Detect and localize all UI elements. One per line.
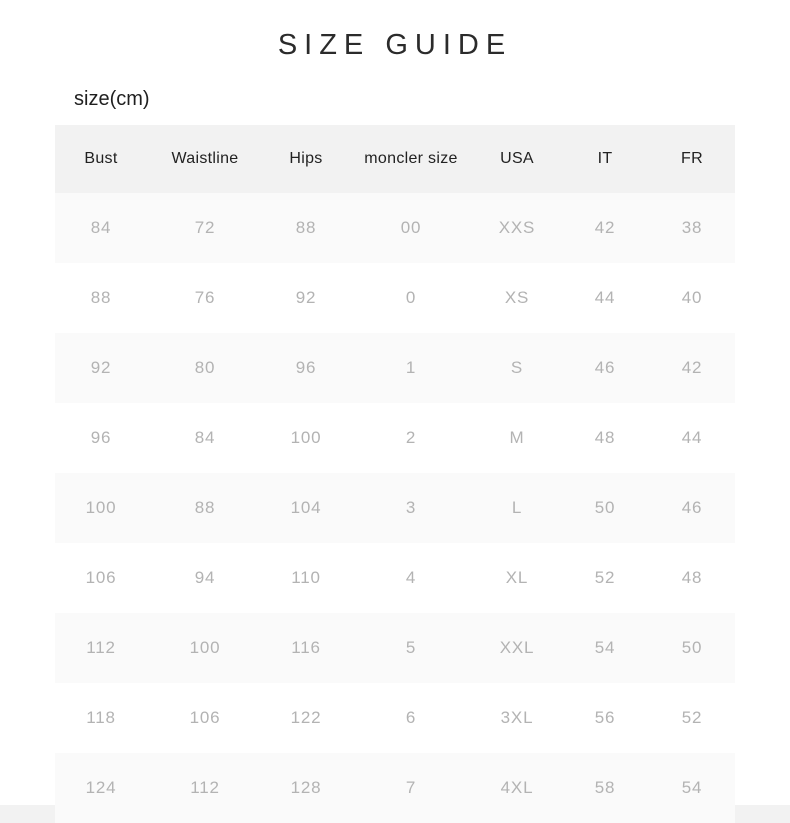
table-cell: 92: [55, 333, 147, 403]
table-cell: 88: [263, 193, 349, 263]
table-cell: 112: [147, 753, 263, 823]
table-cell: 104: [263, 473, 349, 543]
column-header: Waistline: [147, 125, 263, 193]
size-table: [55, 125, 735, 823]
table-cell: 1: [349, 333, 473, 403]
table-cell: 56: [561, 683, 649, 753]
table-row: [55, 263, 735, 333]
table-cell: 110: [263, 543, 349, 613]
table-header: [55, 125, 735, 193]
table-cell: XL: [473, 543, 561, 613]
table-cell: 92: [263, 263, 349, 333]
table-row: [55, 753, 735, 823]
table-cell: 100: [147, 613, 263, 683]
table-cell: 50: [561, 473, 649, 543]
table-cell: 54: [649, 753, 735, 823]
table-cell: 3: [349, 473, 473, 543]
table-cell: 112: [55, 613, 147, 683]
table-cell: 84: [55, 193, 147, 263]
table-cell: 50: [649, 613, 735, 683]
table-cell: 46: [649, 473, 735, 543]
table-cell: 54: [561, 613, 649, 683]
table-row: [55, 473, 735, 543]
table-cell: 44: [561, 263, 649, 333]
column-header: IT: [561, 125, 649, 193]
table-cell: 5: [349, 613, 473, 683]
table-row: [55, 683, 735, 753]
table-cell: 88: [147, 473, 263, 543]
table-cell: 72: [147, 193, 263, 263]
table-cell: 124: [55, 753, 147, 823]
table-row: [55, 333, 735, 403]
table-cell: L: [473, 473, 561, 543]
table-cell: 106: [147, 683, 263, 753]
table-cell: 52: [649, 683, 735, 753]
table-cell: 48: [561, 403, 649, 473]
column-header: Hips: [263, 125, 349, 193]
table-cell: 46: [561, 333, 649, 403]
table-row: [55, 613, 735, 683]
table-cell: 0: [349, 263, 473, 333]
table-cell: 3XL: [473, 683, 561, 753]
column-header: USA: [473, 125, 561, 193]
table-cell: 4XL: [473, 753, 561, 823]
column-header: moncler size: [349, 125, 473, 193]
unit-label: size(cm): [74, 88, 150, 110]
table-cell: 118: [55, 683, 147, 753]
table-cell: 96: [55, 403, 147, 473]
page-title: SIZE GUIDE: [277, 29, 513, 61]
table-row: [55, 543, 735, 613]
table-cell: 122: [263, 683, 349, 753]
table-cell: 94: [147, 543, 263, 613]
table-cell: 106: [55, 543, 147, 613]
table-cell: 100: [263, 403, 349, 473]
table-cell: 7: [349, 753, 473, 823]
table-cell: 00: [349, 193, 473, 263]
table-cell: 38: [649, 193, 735, 263]
table-cell: 84: [147, 403, 263, 473]
table-cell: 48: [649, 543, 735, 613]
column-header: FR: [649, 125, 735, 193]
table-cell: 6: [349, 683, 473, 753]
table-cell: XS: [473, 263, 561, 333]
table-cell: 42: [649, 333, 735, 403]
table-cell: 44: [649, 403, 735, 473]
table-cell: 80: [147, 333, 263, 403]
table-cell: 58: [561, 753, 649, 823]
table-cell: 40: [649, 263, 735, 333]
table-header-row: [55, 125, 735, 193]
table-cell: 42: [561, 193, 649, 263]
table-cell: 100: [55, 473, 147, 543]
table-body: [55, 193, 735, 823]
table-cell: 128: [263, 753, 349, 823]
table-cell: 76: [147, 263, 263, 333]
table-cell: XXL: [473, 613, 561, 683]
table-cell: 116: [263, 613, 349, 683]
table-cell: M: [473, 403, 561, 473]
table-cell: S: [473, 333, 561, 403]
table-row: [55, 403, 735, 473]
table-cell: 52: [561, 543, 649, 613]
table-cell: 4: [349, 543, 473, 613]
column-header: Bust: [55, 125, 147, 193]
table-cell: 88: [55, 263, 147, 333]
table-cell: XXS: [473, 193, 561, 263]
table-cell: 96: [263, 333, 349, 403]
table-cell: 2: [349, 403, 473, 473]
size-table-container: [55, 125, 735, 823]
table-row: [55, 193, 735, 263]
